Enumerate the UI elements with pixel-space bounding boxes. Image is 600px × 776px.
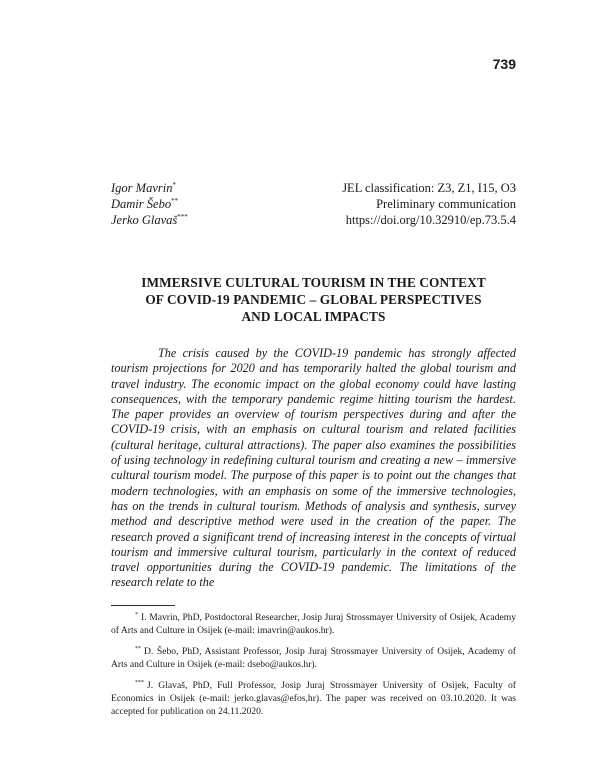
footnote-mark: **	[135, 645, 141, 652]
footnote-mark: ***	[135, 679, 144, 686]
article-type: Preliminary communication	[376, 197, 516, 211]
page-number: 739	[492, 56, 516, 72]
title-line: IMMERSIVE CULTURAL TOURISM IN THE CONTEXT	[141, 275, 486, 290]
footnote-divider	[111, 605, 175, 606]
author-name: Igor Mavrin	[111, 181, 173, 195]
footnote-1	[111, 611, 516, 637]
footnotes	[111, 611, 516, 726]
footnote-text: D. Šebo, PhD, Assistant Professor, Josip Juraj Strossmayer University of Osijek, Academy of Arts and Culture in Osijek (e-mail: dsebo@aukos.hr).	[111, 646, 516, 670]
author-1	[111, 180, 188, 196]
author-name: Damir Šebo	[111, 197, 172, 211]
footnote-3	[111, 679, 516, 718]
author-3	[111, 212, 188, 228]
author-list	[111, 180, 188, 228]
doi-link[interactable]: https://doi.org/10.32910/ep.73.5.4	[345, 213, 516, 227]
footnote-mark: *	[135, 611, 138, 618]
article-metadata	[342, 180, 516, 228]
author-footnote-mark[interactable]: ***	[177, 212, 188, 221]
footnote-2	[111, 645, 516, 671]
paper-title	[111, 274, 516, 325]
jel-classification: JEL classification: Z3, Z1, I15, O3	[342, 181, 516, 195]
author-name: Jerko Glavaš	[111, 213, 178, 227]
author-footnote-mark[interactable]: **	[171, 196, 179, 205]
author-2	[111, 196, 188, 212]
title-line: AND LOCAL IMPACTS	[241, 309, 386, 324]
abstract: The crisis caused by the COVID-19 pandemic has strongly affected tourism projections for 2020 and has temporarily halted the global tourism and travel industry. The economic impact on the global economy could have lasting consequences, with the temporary pandemic regime hitting tourism the hardest. The paper provides an overview of tourism perspectives during and after the COVID-19 crisis, with an emphasis on cultural tourism and related facilities (cultural heritage, cultural attractions). The paper also examines the possibilities of using technology in redefining cultural tourism and creating a new – immersive cultural tourism model. The purpose of this paper is to point out the changes that modern technologies, with an emphasis on some of the immersive technologies, has on the trends in cultural tourism. Methods of analysis and synthesis, survey method and descriptive method were used in the creation of the paper. The research proved a significant trend of increasing interest in the concepts of virtual tourism and immersive cultural tourism, particularly in the context of reduced travel opportunities during the COVID-19 pandemic. The limitations of the research relate to the	[111, 346, 516, 590]
title-line: OF COVID-19 PANDEMIC – GLOBAL PERSPECTIVES	[145, 292, 482, 307]
author-footnote-mark[interactable]: *	[172, 180, 176, 189]
footnote-text: J. Glavaš, PhD, Full Professor, Josip Juraj Strossmayer University of Osijek, Faculty of Economics in Osijek (e-mail: jerko.glavas@efos,hr). The paper was received on 03.10.2020. It was accepted for publication on 24.11.2020.	[111, 680, 516, 717]
footnote-text: I. Mavrin, PhD, Postdoctoral Researcher, Josip Juraj Strossmayer University of Osijek, Academy of Arts and Culture in Osijek (e-mail: imavrin@aukos.hr).	[111, 612, 516, 636]
